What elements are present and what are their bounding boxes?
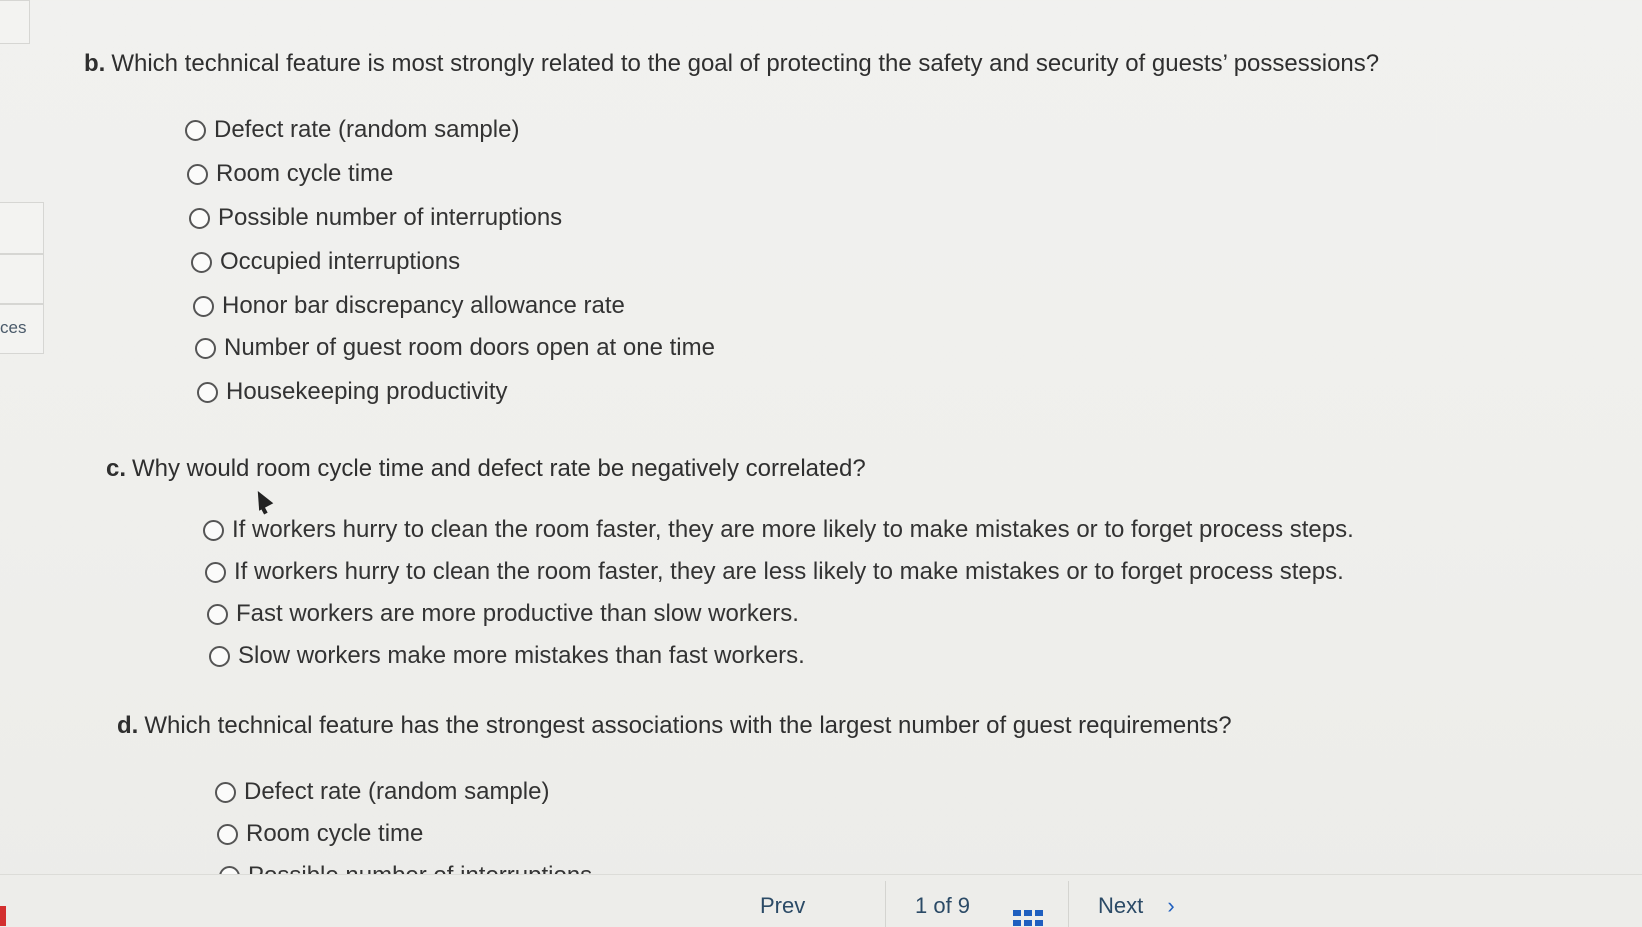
question-letter: d. [117, 712, 139, 739]
option-b-5[interactable] [193, 292, 625, 320]
option-c-2[interactable] [205, 558, 1344, 586]
radio-button[interactable] [189, 208, 210, 229]
sidebar-label[interactable]: ces [0, 318, 27, 337]
radio-button[interactable] [193, 296, 214, 317]
radio-button[interactable] [185, 120, 206, 141]
divider [1068, 881, 1069, 927]
radio-button[interactable] [203, 520, 224, 541]
option-d-2[interactable] [217, 820, 423, 848]
option-b-4[interactable] [191, 248, 460, 276]
option-b-3[interactable] [189, 204, 562, 232]
option-label: Possible number of interruptions [218, 204, 563, 231]
sidebar-tab[interactable] [0, 202, 44, 254]
option-label: Room cycle time [246, 820, 424, 847]
option-c-1[interactable] [203, 516, 1354, 544]
question-b [84, 50, 1379, 78]
radio-button[interactable] [209, 646, 230, 667]
option-label: Housekeeping productivity [226, 378, 508, 405]
question-letter: c. [106, 455, 127, 482]
option-label: Fast workers are more productive than slow workers. [236, 600, 799, 627]
question-d [117, 712, 1232, 740]
option-c-3[interactable] [207, 600, 799, 628]
option-label: If workers hurry to clean the room faster, they are more likely to make mistakes or to forget process steps. [232, 516, 1354, 543]
grid-icon[interactable] [1013, 910, 1043, 926]
radio-button[interactable] [215, 782, 236, 803]
option-b-1[interactable] [185, 116, 519, 144]
next-button[interactable] [1098, 893, 1175, 919]
radio-button[interactable] [205, 562, 226, 583]
mouse-cursor-icon [260, 506, 267, 515]
status-marker [0, 906, 6, 926]
option-d-1[interactable] [215, 778, 549, 806]
sidebar-tab[interactable] [0, 0, 30, 44]
question-c [106, 455, 866, 483]
question-text: Which technical feature is most strongly related to the goal of protecting the safety and security of guests’ possessions? [111, 50, 1380, 77]
option-b-6[interactable] [195, 334, 715, 362]
option-label: Room cycle time [216, 160, 394, 187]
option-b-2[interactable] [187, 160, 393, 188]
radio-button[interactable] [197, 382, 218, 403]
question-text: Which technical feature has the strongest associations with the largest number of guest requirements? [144, 712, 1232, 739]
pagination-bar [0, 874, 1642, 927]
option-label: Honor bar discrepancy allowance rate [222, 292, 625, 319]
option-label: Slow workers make more mistakes than fast workers. [238, 642, 805, 669]
option-c-4[interactable] [209, 642, 805, 670]
option-label: Occupied interruptions [220, 248, 461, 275]
option-label: Defect rate (random sample) [244, 778, 550, 805]
next-label: Next [1098, 893, 1144, 918]
radio-button[interactable] [207, 604, 228, 625]
chevron-right-icon: › [1167, 893, 1175, 918]
option-label: Number of guest room doors open at one time [224, 334, 715, 361]
radio-button[interactable] [191, 252, 212, 273]
radio-button[interactable] [195, 338, 216, 359]
page-indicator[interactable]: 1 of 9 [915, 893, 971, 918]
option-label: Defect rate (random sample) [214, 116, 520, 143]
option-b-7[interactable] [197, 378, 508, 406]
option-label: If workers hurry to clean the room faster, they are less likely to make mistakes or to forget process steps. [234, 558, 1344, 585]
question-text: Why would room cycle time and defect rate be negatively correlated? [132, 455, 866, 482]
sidebar-tab[interactable] [0, 254, 44, 304]
question-letter: b. [84, 50, 106, 77]
radio-button[interactable] [217, 824, 238, 845]
radio-button[interactable] [187, 164, 208, 185]
prev-button[interactable]: Prev [760, 893, 806, 918]
divider [885, 881, 886, 927]
